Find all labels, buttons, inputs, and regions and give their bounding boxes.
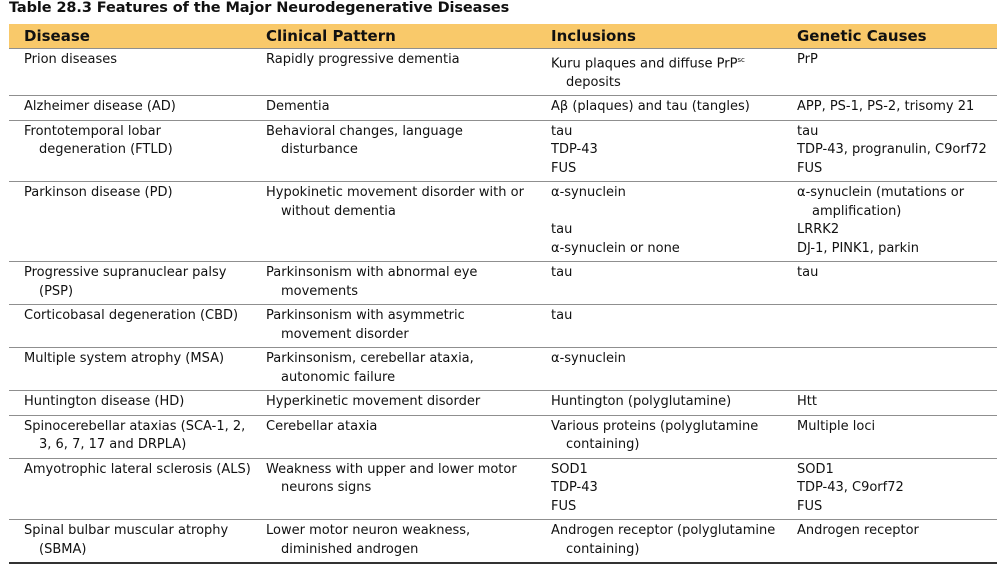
cell-text: α-synuclein <box>551 185 626 201</box>
table-row <box>9 520 997 564</box>
disease-cell <box>9 391 251 416</box>
cell-text: FUS <box>551 498 577 514</box>
disease-cell <box>9 305 251 348</box>
clinical-pattern-cell <box>251 458 536 520</box>
disease-cell <box>9 262 251 305</box>
inclusions-cell <box>536 182 782 262</box>
cell-text: Corticobasal degeneration (CBD) <box>24 308 239 324</box>
table-row <box>9 415 997 458</box>
inclusions-cell <box>536 96 782 121</box>
clinical-pattern-cell <box>251 182 536 262</box>
inclusions-cell <box>536 391 782 416</box>
cell-text: α-synuclein <box>551 351 626 367</box>
disease-cell <box>9 182 251 262</box>
table-row <box>9 262 997 305</box>
genetic-causes-cell <box>782 120 997 182</box>
cell-text: tau <box>551 308 573 324</box>
cell-text: LRRK2 <box>797 222 840 238</box>
cell-text: Behavioral changes, language disturbance <box>266 123 463 158</box>
table-row <box>9 96 997 121</box>
cell-text: Multiple system atrophy (MSA) <box>24 351 225 367</box>
clinical-pattern-cell <box>251 520 536 564</box>
disease-cell <box>9 520 251 564</box>
genetic-causes-cell <box>782 49 997 96</box>
cell-text: Spinocerebellar ataxias (SCA-1, 2, 3, 6, 7, 17 and DRPLA) <box>24 418 246 453</box>
cell-text: α-synuclein or none <box>551 240 680 256</box>
genetic-causes-cell <box>782 96 997 121</box>
header-clinical-pattern: Clinical Pattern <box>251 24 536 49</box>
cell-text: Huntington disease (HD) <box>24 394 185 410</box>
header-genetic-causes: Genetic Causes <box>782 24 997 49</box>
table-row <box>9 182 997 262</box>
disease-cell <box>9 49 251 96</box>
table-title: Table 28.3 Features of the Major Neurodegenerative Diseases <box>9 0 510 16</box>
cell-text <box>551 51 782 92</box>
clinical-pattern-cell <box>251 49 536 96</box>
cell-text: Hyperkinetic movement disorder <box>266 394 481 410</box>
cell-text: Aβ (plaques) and tau (tangles) <box>551 99 750 115</box>
inclusions-cell <box>536 520 782 564</box>
inclusions-cell <box>536 262 782 305</box>
cell-text: PrP <box>797 52 818 67</box>
table-row <box>9 305 997 348</box>
clinical-pattern-cell <box>251 415 536 458</box>
table-row <box>9 348 997 391</box>
disease-features-table <box>9 24 997 564</box>
cell-text: Rapidly progressive dementia <box>266 52 460 67</box>
genetic-causes-cell <box>782 415 997 458</box>
inclusions-cell <box>536 415 782 458</box>
cell-text: TDP-43 <box>551 142 598 158</box>
cell-text: Lower motor neuron weakness, diminished androgen <box>266 523 471 557</box>
cell-text-part: Kuru plaques and diffuse PrP <box>551 56 738 72</box>
cell-text: FUS <box>797 160 823 176</box>
cell-text: Androgen receptor <box>797 523 919 539</box>
clinical-pattern-cell <box>251 120 536 182</box>
cell-text: Multiple loci <box>797 418 876 434</box>
cell-text: Progressive supranuclear palsy (PSP) <box>24 265 227 299</box>
genetic-causes-cell <box>782 520 997 564</box>
inclusions-cell <box>536 49 782 96</box>
cell-text: DJ-1, PINK1, parkin <box>797 240 920 256</box>
cell-text: TDP-43 <box>551 480 598 496</box>
cell-text: Weakness with upper and lower motor neurons signs <box>266 461 517 496</box>
superscript: sc <box>737 56 745 64</box>
header-row <box>9 24 997 49</box>
cell-text: Parkinsonism with asymmetric movement disorder <box>266 308 465 342</box>
cell-text: Htt <box>797 394 817 410</box>
cell-text: Amyotrophic lateral sclerosis (ALS) <box>24 461 251 477</box>
genetic-causes-cell <box>782 458 997 520</box>
clinical-pattern-cell <box>251 305 536 348</box>
genetic-causes-cell <box>782 348 997 391</box>
cell-text: Parkinson disease (PD) <box>24 185 173 201</box>
cell-text: tau <box>551 222 573 238</box>
cell-text: tau <box>797 265 819 281</box>
cell-text: Various proteins (polyglutamine containing) <box>551 418 759 453</box>
cell-text: SOD1 <box>797 461 834 477</box>
disease-cell <box>9 96 251 121</box>
clinical-pattern-cell <box>251 391 536 416</box>
cell-text: Dementia <box>266 99 330 115</box>
cell-text: tau <box>551 265 573 281</box>
disease-cell <box>9 415 251 458</box>
cell-text: Hypokinetic movement disorder with or without dementia <box>266 185 524 219</box>
inclusions-cell <box>536 348 782 391</box>
cell-text: Parkinsonism with abnormal eye movements <box>266 265 478 299</box>
table-row <box>9 120 997 182</box>
cell-text: Spinal bulbar muscular atrophy (SBMA) <box>24 523 229 557</box>
cell-text: tau <box>551 123 573 139</box>
cell-text: Alzheimer disease (AD) <box>24 99 176 115</box>
table-row <box>9 49 997 96</box>
inclusions-cell <box>536 120 782 182</box>
header-disease: Disease <box>9 24 251 49</box>
cell-text: Cerebellar ataxia <box>266 418 378 434</box>
cell-text: Frontotemporal lobar degeneration (FTLD) <box>24 123 173 158</box>
cell-text: APP, PS-1, PS-2, trisomy 21 <box>797 99 975 115</box>
genetic-causes-cell <box>782 182 997 262</box>
genetic-causes-cell <box>782 305 997 348</box>
cell-text: Huntington (polyglutamine) <box>551 394 732 410</box>
cell-text: TDP-43, C9orf72 <box>797 480 904 496</box>
clinical-pattern-cell <box>251 262 536 305</box>
disease-cell <box>9 458 251 520</box>
cell-text: Parkinsonism, cerebellar ataxia, autonomic failure <box>266 351 474 385</box>
cell-text: TDP-43, progranulin, C9orf72 <box>797 142 987 158</box>
genetic-causes-cell <box>782 391 997 416</box>
spacer <box>551 203 782 222</box>
header-inclusions: Inclusions <box>536 24 782 49</box>
disease-cell <box>9 348 251 391</box>
table-row <box>9 458 997 520</box>
cell-text: tau <box>797 123 819 139</box>
cell-text: FUS <box>551 160 577 176</box>
disease-cell <box>9 120 251 182</box>
table-row <box>9 391 997 416</box>
cell-text-part: deposits <box>566 74 621 90</box>
clinical-pattern-cell <box>251 96 536 121</box>
cell-text: Androgen receptor (polyglutamine containing) <box>551 523 776 557</box>
clinical-pattern-cell <box>251 348 536 391</box>
genetic-causes-cell <box>782 262 997 305</box>
cell-text: α-synuclein (mutations or amplification) <box>797 185 965 219</box>
inclusions-cell <box>536 305 782 348</box>
cell-text: FUS <box>797 498 823 514</box>
cell-text: SOD1 <box>551 461 588 477</box>
cell-text: Prion diseases <box>24 52 118 67</box>
inclusions-cell <box>536 458 782 520</box>
